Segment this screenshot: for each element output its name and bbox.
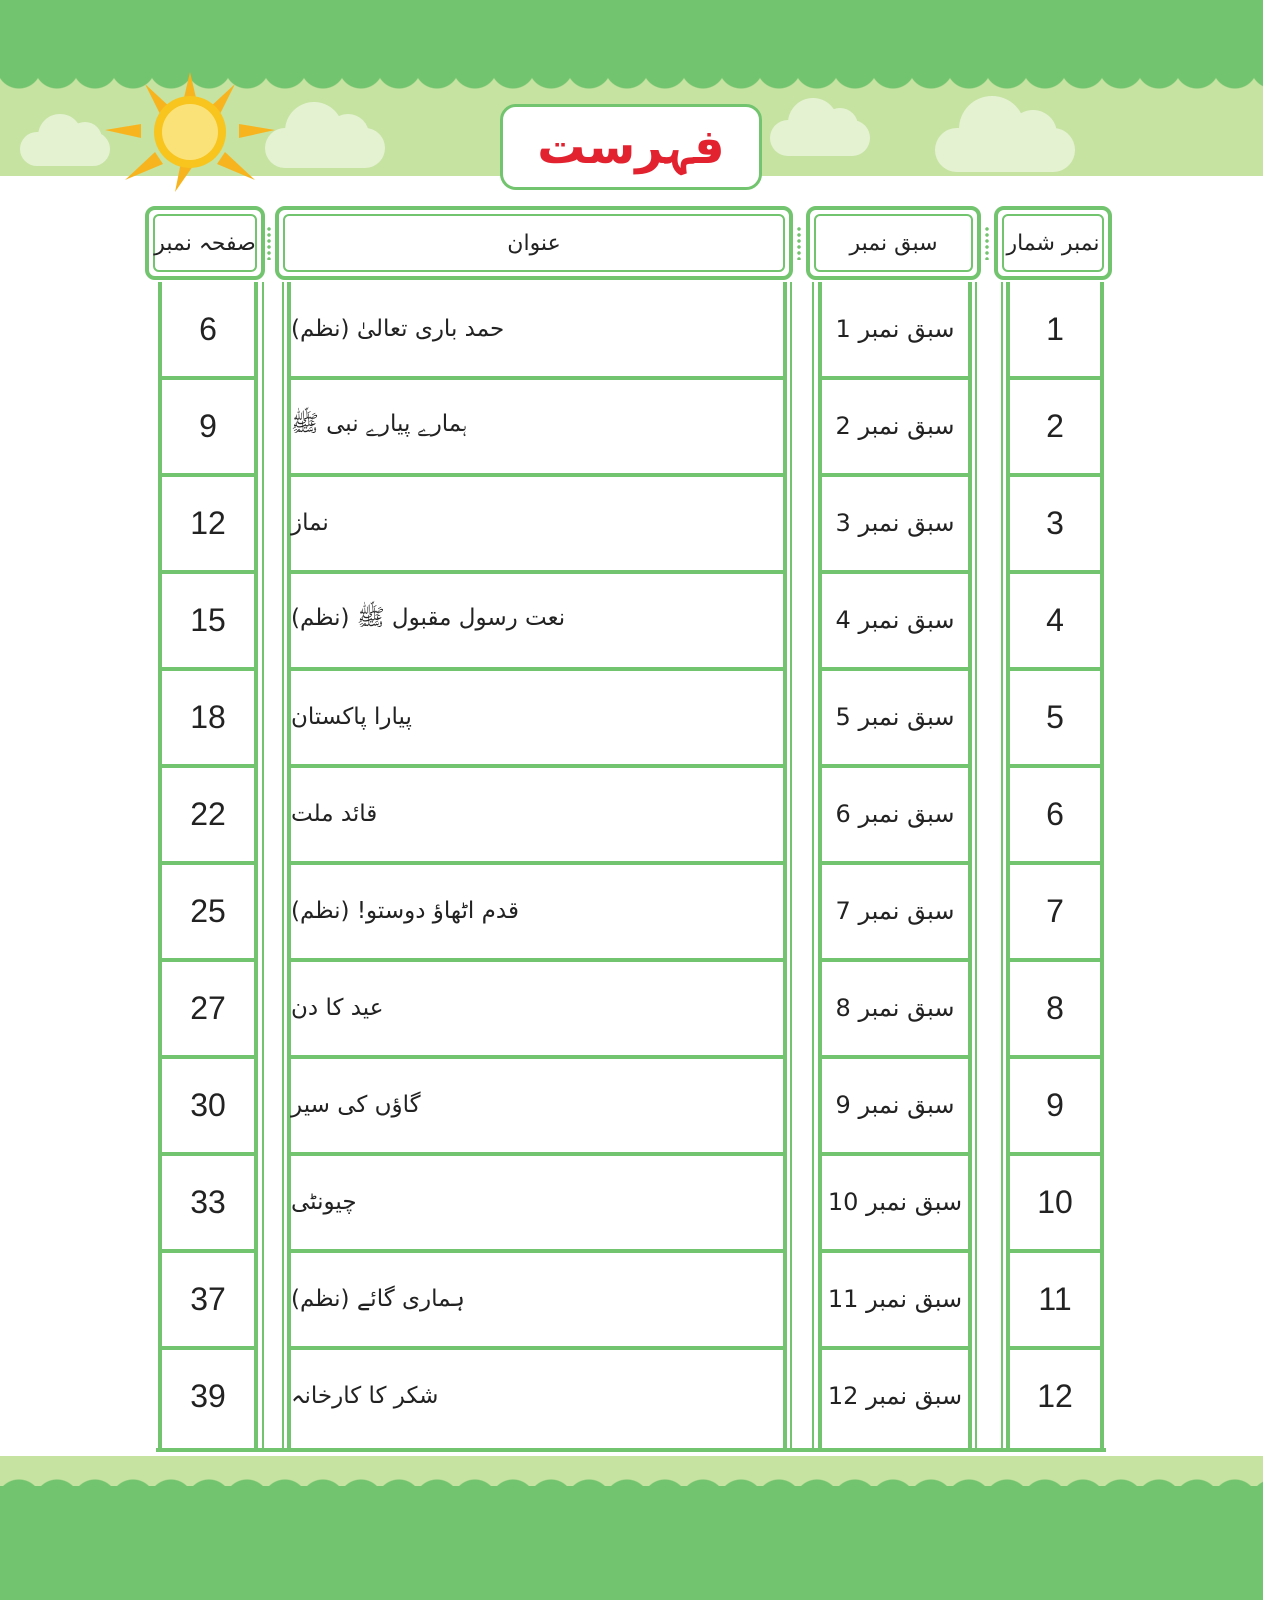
page-number: 33: [190, 1183, 226, 1220]
lesson-title: حمد باری تعالیٰ (نظم): [291, 316, 505, 342]
lesson-title: شکر کا کارخانہ: [291, 1383, 439, 1409]
page-number: 25: [190, 892, 226, 929]
bottom-banner-scallops: [0, 1456, 1263, 1502]
lesson-number: سبق نمبر 3: [835, 509, 955, 537]
header-title-label: عنوان: [507, 230, 561, 256]
serial-number: 9: [1046, 1086, 1064, 1123]
page-title-box: [500, 104, 762, 190]
header-page: [145, 206, 265, 280]
header-title: [275, 206, 793, 280]
header-lesson-label: سبق نمبر: [849, 230, 938, 256]
table-row: [0, 767, 1263, 864]
lesson-number: سبق نمبر 10: [827, 1188, 963, 1216]
lesson-number: سبق نمبر 9: [835, 1091, 955, 1119]
lesson-title: پیارا پاکستان: [291, 704, 412, 730]
lesson-title: ہمارے پیارے نبی ﷺ: [291, 411, 467, 437]
table-row: [0, 1155, 1263, 1252]
table-row: [0, 282, 1263, 379]
table-row: [0, 476, 1263, 573]
table-bottom-border: [156, 1448, 1106, 1452]
lesson-number: سبق نمبر 11: [827, 1285, 963, 1313]
lesson-number: سبق نمبر 5: [835, 703, 955, 731]
serial-number: 11: [1038, 1280, 1072, 1317]
serial-number: 5: [1046, 698, 1064, 735]
table-row: [0, 961, 1263, 1058]
serial-number: 6: [1046, 795, 1064, 832]
serial-number: 3: [1046, 504, 1064, 541]
page-number: 12: [190, 504, 226, 541]
header-stitch: [984, 226, 990, 260]
header-serial: [994, 206, 1112, 280]
table-row: [0, 1058, 1263, 1155]
table-row: [0, 1252, 1263, 1349]
serial-number: 4: [1046, 601, 1064, 638]
cloud-icon: [770, 120, 870, 156]
lesson-title: ہماری گائے (نظم): [291, 1286, 465, 1312]
serial-number: 2: [1046, 407, 1064, 444]
page-number: 15: [190, 601, 226, 638]
serial-number: 1: [1046, 310, 1064, 347]
cloud-icon: [20, 132, 110, 166]
lesson-number: سبق نمبر 12: [827, 1382, 963, 1410]
lesson-number: سبق نمبر 4: [835, 606, 955, 634]
lesson-title: نماز: [291, 510, 329, 536]
lesson-title: عید کا دن: [291, 995, 384, 1021]
bottom-banner: [0, 1456, 1263, 1600]
lesson-number: سبق نمبر 7: [835, 897, 955, 925]
serial-number: 8: [1046, 989, 1064, 1026]
cloud-icon: [935, 128, 1075, 172]
serial-number: 7: [1046, 892, 1064, 929]
lesson-title: گاؤں کی سیر: [291, 1092, 421, 1118]
top-banner-grass: [0, 0, 1263, 66]
lesson-title: نعت رسول مقبول ﷺ (نظم): [291, 605, 566, 631]
lesson-number: سبق نمبر 6: [835, 800, 955, 828]
table-row: [0, 573, 1263, 670]
page-number: 30: [190, 1086, 226, 1123]
page-number: 18: [190, 698, 226, 735]
lesson-number: سبق نمبر 2: [835, 412, 955, 440]
sun-icon: [105, 72, 275, 192]
page-number: 37: [190, 1280, 226, 1317]
header-lesson: [806, 206, 981, 280]
table-row: [0, 379, 1263, 476]
page-number: 6: [199, 310, 217, 347]
serial-number: 12: [1037, 1377, 1073, 1414]
header-serial-label: نمبر شمار: [1006, 230, 1100, 256]
serial-number: 10: [1037, 1183, 1073, 1220]
page-title: فہرست: [537, 119, 725, 175]
header-page-label: صفحہ نمبر: [154, 230, 256, 256]
lesson-number: سبق نمبر 8: [835, 994, 955, 1022]
lesson-number: سبق نمبر 1: [835, 315, 955, 343]
table-row: [0, 864, 1263, 961]
cloud-icon: [265, 128, 385, 168]
lesson-title: چیونٹی: [291, 1189, 357, 1215]
table-row: [0, 670, 1263, 767]
header-stitch: [796, 226, 802, 260]
table-row: [0, 1349, 1263, 1446]
lesson-title: قدم اٹھاؤ دوستو! (نظم): [291, 898, 519, 924]
page-number: 27: [190, 989, 226, 1026]
lesson-title: قائد ملت: [291, 801, 378, 827]
header-stitch: [266, 226, 272, 260]
page-number: 9: [199, 407, 217, 444]
page-number: 39: [190, 1377, 226, 1414]
page-number: 22: [190, 795, 226, 832]
